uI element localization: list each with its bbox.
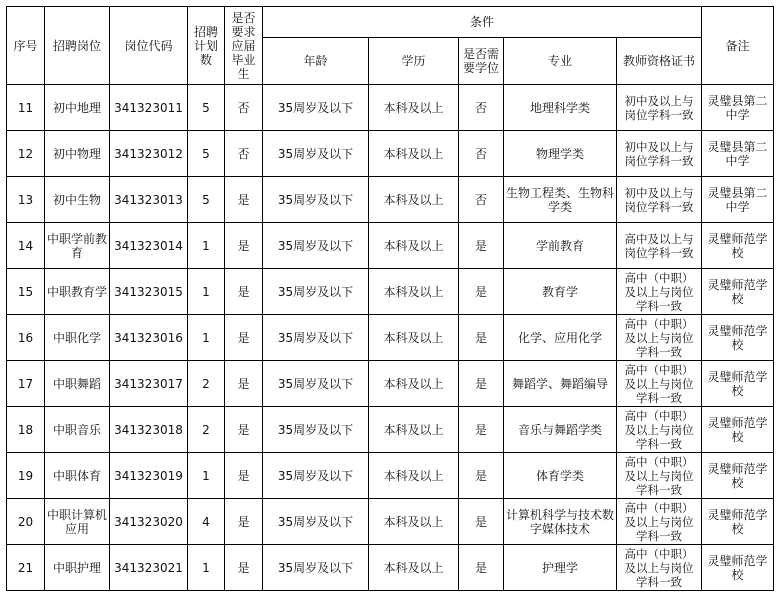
table-row xyxy=(7,131,774,177)
cell-code: 341323015 xyxy=(110,269,188,315)
cell-degree: 是 xyxy=(459,499,504,545)
cell-age: 35周岁及以下 xyxy=(263,223,369,269)
cell-age: 35周岁及以下 xyxy=(263,407,369,453)
cell-plan: 2 xyxy=(188,361,225,407)
cell-degree: 否 xyxy=(459,85,504,131)
cell-post: 中职体育 xyxy=(45,453,110,499)
cell-code: 341323014 xyxy=(110,223,188,269)
cell-age: 35周岁及以下 xyxy=(263,499,369,545)
cell-plan: 1 xyxy=(188,453,225,499)
cell-code: 341323012 xyxy=(110,131,188,177)
table-row xyxy=(7,499,774,545)
header-plan: 招聘计划数 xyxy=(188,7,225,85)
cell-plan: 1 xyxy=(188,315,225,361)
cell-seq: 19 xyxy=(7,453,45,499)
cell-education: 本科及以上 xyxy=(369,545,459,591)
header-education: 学历 xyxy=(369,38,459,85)
cell-code: 341323013 xyxy=(110,177,188,223)
cell-certificate: 初中及以上与岗位学科一致 xyxy=(617,177,702,223)
table-row xyxy=(7,177,774,223)
cell-seq: 16 xyxy=(7,315,45,361)
cell-remark: 灵璧师范学校 xyxy=(702,407,774,453)
cell-degree: 是 xyxy=(459,315,504,361)
cell-major: 生物工程类、生物科学类 xyxy=(504,177,617,223)
cell-degree: 否 xyxy=(459,177,504,223)
cell-post: 中职舞蹈 xyxy=(45,361,110,407)
cell-post: 初中地理 xyxy=(45,85,110,131)
cell-post: 初中生物 xyxy=(45,177,110,223)
cell-education: 本科及以上 xyxy=(369,361,459,407)
cell-degree: 是 xyxy=(459,453,504,499)
cell-post: 中职学前教育 xyxy=(45,223,110,269)
cell-fresh-graduate: 否 xyxy=(225,85,263,131)
header-post: 招聘岗位 xyxy=(45,7,110,85)
cell-post: 中职教育学 xyxy=(45,269,110,315)
cell-remark: 灵璧师范学校 xyxy=(702,499,774,545)
cell-education: 本科及以上 xyxy=(369,269,459,315)
cell-plan: 2 xyxy=(188,407,225,453)
cell-seq: 18 xyxy=(7,407,45,453)
cell-plan: 5 xyxy=(188,85,225,131)
cell-education: 本科及以上 xyxy=(369,407,459,453)
cell-certificate: 高中及以上与岗位学科一致 xyxy=(617,223,702,269)
cell-certificate: 高中（中职）及以上与岗位学科一致 xyxy=(617,407,702,453)
cell-education: 本科及以上 xyxy=(369,131,459,177)
cell-certificate: 高中（中职）及以上与岗位学科一致 xyxy=(617,453,702,499)
cell-remark: 灵璧师范学校 xyxy=(702,545,774,591)
cell-fresh-graduate: 是 xyxy=(225,177,263,223)
cell-remark: 灵璧师范学校 xyxy=(702,269,774,315)
header-certificate: 教师资格证书 xyxy=(617,38,702,85)
cell-fresh-graduate: 是 xyxy=(225,223,263,269)
cell-education: 本科及以上 xyxy=(369,315,459,361)
cell-seq: 20 xyxy=(7,499,45,545)
header-major: 专业 xyxy=(504,38,617,85)
header-code: 岗位代码 xyxy=(110,7,188,85)
cell-plan: 1 xyxy=(188,545,225,591)
cell-education: 本科及以上 xyxy=(369,177,459,223)
cell-fresh-graduate: 是 xyxy=(225,407,263,453)
cell-degree: 否 xyxy=(459,131,504,177)
cell-seq: 11 xyxy=(7,85,45,131)
table-row xyxy=(7,407,774,453)
table-row xyxy=(7,545,774,591)
header-seq: 序号 xyxy=(7,7,45,85)
cell-remark: 灵璧师范学校 xyxy=(702,453,774,499)
cell-age: 35周岁及以下 xyxy=(263,269,369,315)
cell-major: 学前教育 xyxy=(504,223,617,269)
cell-remark: 灵璧师范学校 xyxy=(702,223,774,269)
recruitment-table xyxy=(6,6,774,591)
cell-major: 护理学 xyxy=(504,545,617,591)
cell-major: 教育学 xyxy=(504,269,617,315)
cell-remark: 灵璧师范学校 xyxy=(702,361,774,407)
cell-education: 本科及以上 xyxy=(369,85,459,131)
table-body xyxy=(7,85,774,591)
cell-major: 体育学类 xyxy=(504,453,617,499)
cell-code: 341323020 xyxy=(110,499,188,545)
cell-seq: 15 xyxy=(7,269,45,315)
cell-code: 341323018 xyxy=(110,407,188,453)
cell-remark: 灵璧县第二中学 xyxy=(702,131,774,177)
cell-degree: 是 xyxy=(459,361,504,407)
cell-code: 341323016 xyxy=(110,315,188,361)
cell-plan: 5 xyxy=(188,131,225,177)
cell-seq: 13 xyxy=(7,177,45,223)
cell-code: 341323021 xyxy=(110,545,188,591)
cell-seq: 21 xyxy=(7,545,45,591)
table-row xyxy=(7,223,774,269)
cell-major: 计算机科学与技术数字媒体技术 xyxy=(504,499,617,545)
cell-major: 地理科学类 xyxy=(504,85,617,131)
header-age: 年龄 xyxy=(263,38,369,85)
cell-seq: 12 xyxy=(7,131,45,177)
cell-plan: 1 xyxy=(188,269,225,315)
cell-fresh-graduate: 是 xyxy=(225,499,263,545)
cell-plan: 1 xyxy=(188,223,225,269)
cell-major: 音乐与舞蹈学类 xyxy=(504,407,617,453)
cell-fresh-graduate: 是 xyxy=(225,361,263,407)
cell-age: 35周岁及以下 xyxy=(263,361,369,407)
cell-fresh-graduate: 是 xyxy=(225,315,263,361)
cell-age: 35周岁及以下 xyxy=(263,315,369,361)
cell-code: 341323017 xyxy=(110,361,188,407)
table-row xyxy=(7,85,774,131)
cell-seq: 14 xyxy=(7,223,45,269)
cell-post: 中职化学 xyxy=(45,315,110,361)
cell-post: 中职计算机应用 xyxy=(45,499,110,545)
cell-age: 35周岁及以下 xyxy=(263,545,369,591)
cell-remark: 灵璧师范学校 xyxy=(702,315,774,361)
cell-certificate: 高中（中职）及以上与岗位学科一致 xyxy=(617,361,702,407)
cell-degree: 是 xyxy=(459,269,504,315)
cell-post: 中职护理 xyxy=(45,545,110,591)
table-header xyxy=(7,7,774,85)
cell-post: 初中物理 xyxy=(45,131,110,177)
cell-seq: 17 xyxy=(7,361,45,407)
cell-post: 中职音乐 xyxy=(45,407,110,453)
cell-age: 35周岁及以下 xyxy=(263,453,369,499)
cell-certificate: 高中（中职）及以上与岗位学科一致 xyxy=(617,499,702,545)
cell-fresh-graduate: 是 xyxy=(225,453,263,499)
cell-code: 341323019 xyxy=(110,453,188,499)
cell-degree: 是 xyxy=(459,545,504,591)
cell-certificate: 高中（中职）及以上与岗位学科一致 xyxy=(617,545,702,591)
cell-plan: 5 xyxy=(188,177,225,223)
cell-remark: 灵璧县第二中学 xyxy=(702,177,774,223)
cell-age: 35周岁及以下 xyxy=(263,85,369,131)
cell-degree: 是 xyxy=(459,407,504,453)
cell-fresh-graduate: 是 xyxy=(225,545,263,591)
cell-age: 35周岁及以下 xyxy=(263,177,369,223)
header-remark: 备注 xyxy=(702,7,774,85)
table-row xyxy=(7,315,774,361)
cell-major: 舞蹈学、舞蹈编导 xyxy=(504,361,617,407)
cell-certificate: 高中（中职）及以上与岗位学科一致 xyxy=(617,269,702,315)
cell-plan: 4 xyxy=(188,499,225,545)
table-row xyxy=(7,361,774,407)
cell-degree: 是 xyxy=(459,223,504,269)
cell-fresh-graduate: 否 xyxy=(225,131,263,177)
cell-major: 物理学类 xyxy=(504,131,617,177)
cell-education: 本科及以上 xyxy=(369,499,459,545)
cell-certificate: 初中及以上与岗位学科一致 xyxy=(617,131,702,177)
cell-major: 化学、应用化学 xyxy=(504,315,617,361)
cell-fresh-graduate: 是 xyxy=(225,269,263,315)
table-row xyxy=(7,269,774,315)
cell-education: 本科及以上 xyxy=(369,223,459,269)
cell-code: 341323011 xyxy=(110,85,188,131)
cell-certificate: 初中及以上与岗位学科一致 xyxy=(617,85,702,131)
table-row xyxy=(7,453,774,499)
cell-certificate: 高中（中职）及以上与岗位学科一致 xyxy=(617,315,702,361)
header-fresh-graduate: 是否要求应届毕业生 xyxy=(225,7,263,85)
header-degree: 是否需要学位 xyxy=(459,38,504,85)
cell-age: 35周岁及以下 xyxy=(263,131,369,177)
header-conditions: 条件 xyxy=(263,7,702,38)
cell-remark: 灵璧县第二中学 xyxy=(702,85,774,131)
cell-education: 本科及以上 xyxy=(369,453,459,499)
